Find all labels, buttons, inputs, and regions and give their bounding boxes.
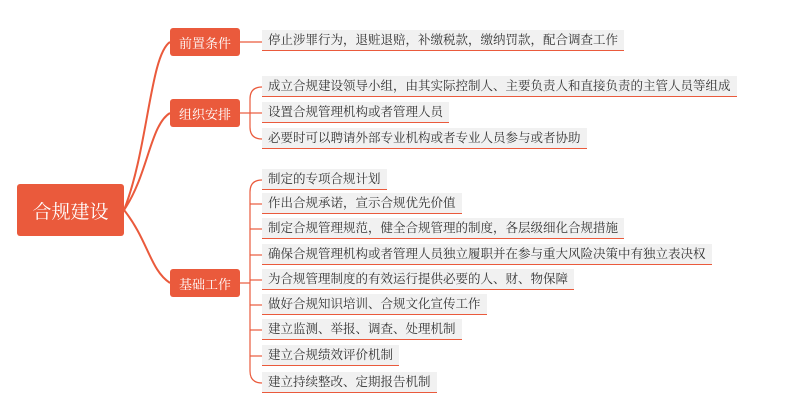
- leaf-node[interactable]: 制定合规管理规范，健全合规管理的制度，各层级细化合规措施: [262, 218, 624, 239]
- leaf-node[interactable]: 为合规管理制度的有效运行提供必要的人、财、物保障: [262, 269, 574, 290]
- leaf-node[interactable]: 必要时可以聘请外部专业机构或者专业人员参与或者协助: [262, 128, 587, 149]
- leaf-node[interactable]: 设置合规管理机构或者管理人员: [262, 102, 449, 123]
- leaf-node[interactable]: 作出合规承诺，宣示合规优先价值: [262, 193, 462, 214]
- branch-prerequisites[interactable]: [170, 28, 240, 56]
- root-label: 合规建设: [32, 200, 109, 223]
- leaf-node[interactable]: 成立合规建设领导小组，由其实际控制人、主要负责人和直接负责的主管人员等组成: [262, 76, 737, 97]
- leaf-node[interactable]: 建立合规绩效评价机制: [262, 345, 399, 366]
- branch-label: 组织安排: [178, 107, 231, 123]
- branch-foundation[interactable]: [170, 269, 240, 297]
- leaf-node[interactable]: 做好合规知识培训、合规文化宣传工作: [262, 294, 487, 315]
- leaf-node[interactable]: 建立监测、举报、调查、处理机制: [262, 319, 462, 340]
- leaf-node[interactable]: 确保合规管理机构或者管理人员独立履职并在参与重大风险决策中有独立表决权: [262, 244, 712, 265]
- branch-label: 基础工作: [178, 277, 231, 293]
- branch-organization[interactable]: [170, 99, 240, 127]
- leaf-node[interactable]: 建立持续整改、定期报告机制: [262, 372, 437, 393]
- root-node[interactable]: [17, 184, 124, 236]
- leaf-node[interactable]: 制定的专项合规计划: [262, 169, 387, 190]
- leaf-node[interactable]: 停止涉罪行为，退赃退赔，补缴税款，缴纳罚款，配合调查工作: [262, 30, 624, 51]
- branch-label: 前置条件: [178, 36, 231, 52]
